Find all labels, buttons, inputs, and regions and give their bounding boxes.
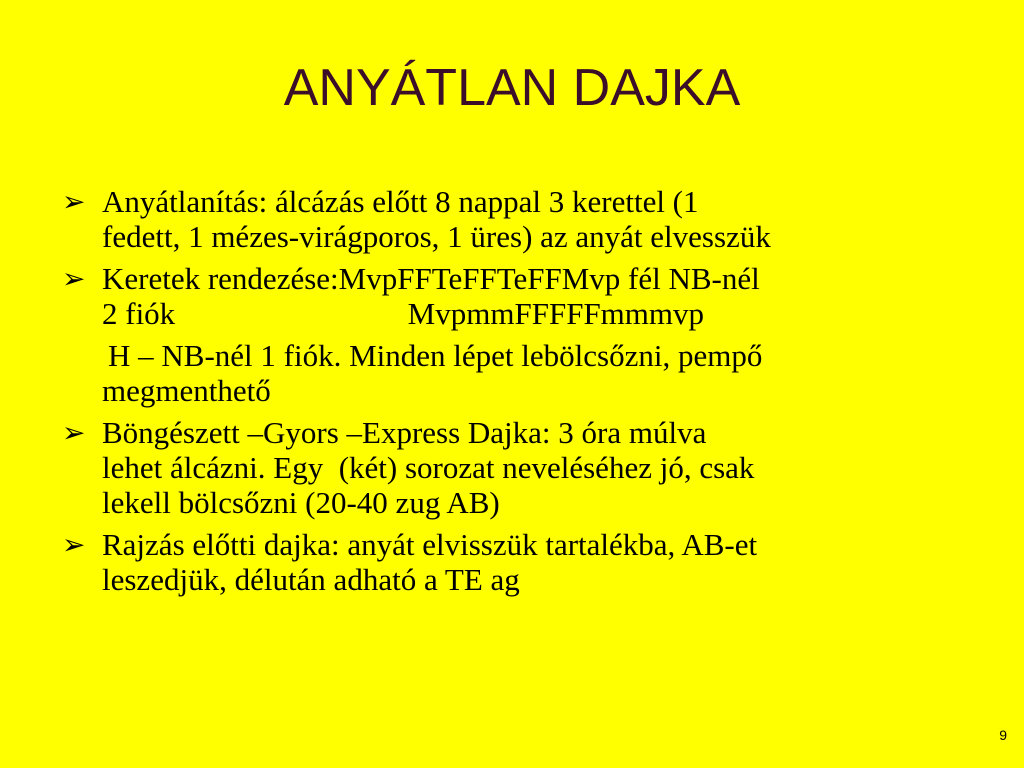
bullet-text-line: Anyátlanítás: álcázás előtt 8 nappal 3 kerettel (1 xyxy=(102,184,699,219)
bullet-item-frame-arrangement xyxy=(62,261,972,331)
arrow-bullet-icon: ➢ xyxy=(62,528,86,561)
sub-paragraph-line: H – NB-nél 1 fiók. Minden lépet lebölcsőzni, pempő xyxy=(108,338,763,373)
arrow-bullet-icon: ➢ xyxy=(62,416,86,449)
bullet-item-preswarm-nurse xyxy=(62,527,972,597)
bullet-text-line: Rajzás előtti dajka: anyát elvisszük tartalékba, AB-et xyxy=(102,527,758,562)
bullet-item-dequeening xyxy=(62,184,972,254)
page-number: 9 xyxy=(999,727,1007,743)
sub-paragraph xyxy=(62,338,972,408)
bullet-text-line: fedett, 1 mézes-virágporos, 1 üres) az anyát elvesszük xyxy=(102,219,771,254)
bullet-text-line: Keretek rendezése:MvpFFTeFFTeFFMvp fél NB-nél xyxy=(102,261,760,296)
sub-paragraph-line: megmenthető xyxy=(102,373,271,408)
bullet-text-line: lehet álcázni. Egy (két) sorozat neveléséhez jó, csak xyxy=(102,450,755,485)
slide-title: ANYÁTLAN DAJKA xyxy=(283,59,741,117)
bullet-text-line: leszedjük, délután adható a TE ag xyxy=(102,562,520,597)
bullet-text-line: Böngészett –Gyors –Express Dajka: 3 óra múlva xyxy=(102,415,707,450)
slide-body xyxy=(62,184,972,604)
arrow-bullet-icon: ➢ xyxy=(62,185,86,218)
arrow-bullet-icon: ➢ xyxy=(62,262,86,295)
bullet-item-express-nurse xyxy=(62,415,972,520)
bullet-text-line: 2 fiók MvpmmFFFFFmmmvp xyxy=(102,296,705,331)
bullet-text-line: lekell bölcsőzni (20-40 zug AB) xyxy=(102,485,500,520)
